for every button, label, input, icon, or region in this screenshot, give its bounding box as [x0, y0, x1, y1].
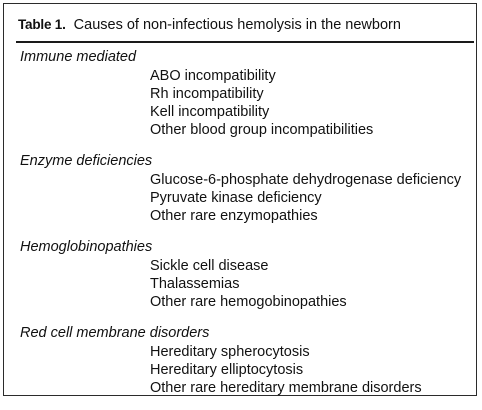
list-item: ABO incompatibility [150, 68, 276, 84]
group-title: Hemoglobinopathies [20, 239, 153, 255]
list-item: Other blood group incompatibilities [150, 122, 374, 138]
list-item: Other rare hemogobinopathies [150, 294, 347, 310]
list-item: Pyruvate kinase deficiency [150, 190, 322, 206]
group-items [4, 171, 476, 225]
list-item: Other rare hereditary membrane disorders [150, 380, 422, 396]
list-item: Thalassemias [150, 276, 240, 292]
list-item: Sickle cell disease [150, 258, 269, 274]
group-title: Enzyme deficiencies [20, 153, 153, 169]
table-label: Table 1. [18, 17, 66, 32]
table-caption [18, 14, 401, 36]
group-immune-mediated [4, 48, 476, 139]
list-item: Kell incompatibility [150, 104, 270, 120]
list-item: Hereditary spherocytosis [150, 344, 310, 360]
group-title: Red cell membrane disorders [20, 325, 210, 341]
list-item: Rh incompatibility [150, 86, 264, 102]
list-item: Hereditary elliptocytosis [150, 362, 304, 378]
table-title: Causes of non-infectious hemolysis in the newborn [73, 17, 401, 33]
group-enzyme-deficiencies [4, 152, 476, 225]
group-title: Immune mediated [20, 49, 137, 65]
caption-divider [16, 41, 474, 43]
group-items [4, 67, 476, 139]
group-red-cell-membrane-disorders [4, 324, 476, 397]
table-frame [3, 3, 477, 396]
table-body [4, 48, 476, 410]
group-items [4, 343, 476, 397]
group-hemoglobinopathies [4, 238, 476, 311]
list-item: Glucose-6-phosphate dehydrogenase deficiency [150, 172, 462, 188]
list-item: Other rare enzymopathies [150, 208, 318, 224]
group-items [4, 257, 476, 311]
